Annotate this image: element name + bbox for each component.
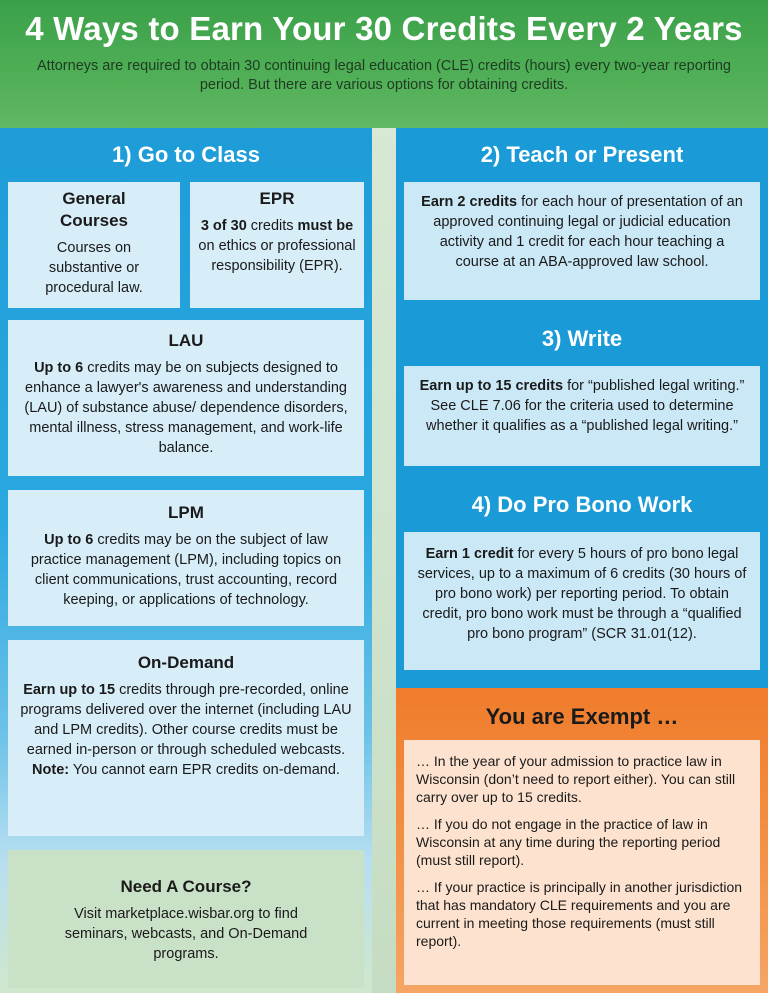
general-courses-box — [8, 182, 180, 308]
lau-box — [8, 320, 364, 476]
on-demand-heading: On-Demand — [137, 653, 235, 672]
pro-bono-text: Earn 1 credit for every 5 hours of pro bono legal services, up to a maximum of 6 credits (30 hours of pro bono work) per reporting period. To obtain credit, pro bono work must be through a “qualified pro bono program” (SCR 31.01(12). — [417, 546, 747, 642]
right-column — [396, 128, 768, 688]
need-a-course-text: Visit marketplace.wisbar.org to find seminars, webcasts, and On-Demand programs. — [64, 906, 308, 962]
write-title: 3) Write — [541, 326, 623, 351]
pro-bono-title: 4) Do Pro Bono Work — [471, 492, 693, 517]
pro-bono-box — [404, 532, 760, 670]
teach-box — [404, 182, 760, 300]
exempt-item: … If your practice is principally in another jurisdiction that has mandatory CLE requirements and you are current in meeting those requirements (must still report). — [416, 879, 743, 949]
exempt-title: You are Exempt … — [485, 704, 679, 729]
header-banner — [0, 0, 768, 128]
epr-text: 3 of 30 credits must be on ethics or professional responsibility (EPR). — [198, 218, 356, 274]
page-title: 4 Ways to Earn Your 30 Credits Every 2 Years — [25, 10, 743, 47]
on-demand-box — [8, 640, 364, 836]
lau-text: Up to 6 credits may be on subjects designed to enhance a lawyer's awareness and understanding (LAU) of substance abuse/ dependence disorders, mental illness, stress management, and work-life balance. — [24, 360, 348, 456]
on-demand-text: Earn up to 15 credits through pre-recorded, online programs delivered over the internet (including LAU and LPM credits). Other course credits must be earned in-person or through scheduled webcasts. Note: You cannot earn EPR credits on-demand. — [20, 682, 352, 778]
need-a-course-heading: Need A Course? — [120, 877, 252, 896]
write-box — [404, 366, 760, 466]
lau-heading: LAU — [168, 331, 204, 350]
write-text: Earn up to 15 credits for “published legal writing.” See CLE 7.06 for the criteria used to determine whether it qualifies as a “published legal writing.” — [419, 378, 745, 434]
teach-text: Earn 2 credits for each hour of presentation of an approved continuing legal or judicial education activity and 1 credit for each hour teaching a course at an ABA-approved law school. — [421, 194, 743, 270]
exempt-item: … In the year of your admission to practice law in Wisconsin (don’t need to report either). You can still carry over up to 15 credits. — [416, 753, 736, 805]
epr-box — [190, 182, 364, 308]
go-to-class-title: 1) Go to Class — [112, 142, 260, 167]
page-subtitle: Attorneys are required to obtain 30 continuing legal education (CLE) credits (hours) every two-year reporting period. But there are various options for obtaining credits. — [37, 58, 731, 93]
epr-heading: EPR — [259, 189, 295, 208]
teach-title: 2) Teach or Present — [480, 142, 684, 167]
go-to-class-column — [0, 128, 372, 993]
general-courses-heading: General Courses — [59, 189, 129, 230]
general-courses-text: Courses on substantive or procedural law. — [45, 240, 143, 296]
lpm-text: Up to 6 credits may be on the subject of law practice management (LPM), including topics on client communications, trust accounting, record keeping, or applications of technology. — [30, 532, 342, 608]
exempt-box — [404, 740, 760, 985]
lpm-box — [8, 490, 364, 626]
need-a-course-box — [8, 850, 364, 988]
lpm-heading: LPM — [168, 503, 204, 522]
exempt-section — [396, 688, 768, 993]
exempt-item: … If you do not engage in the practice of law in Wisconsin at any time during the reporting period (must still report). — [416, 816, 721, 868]
